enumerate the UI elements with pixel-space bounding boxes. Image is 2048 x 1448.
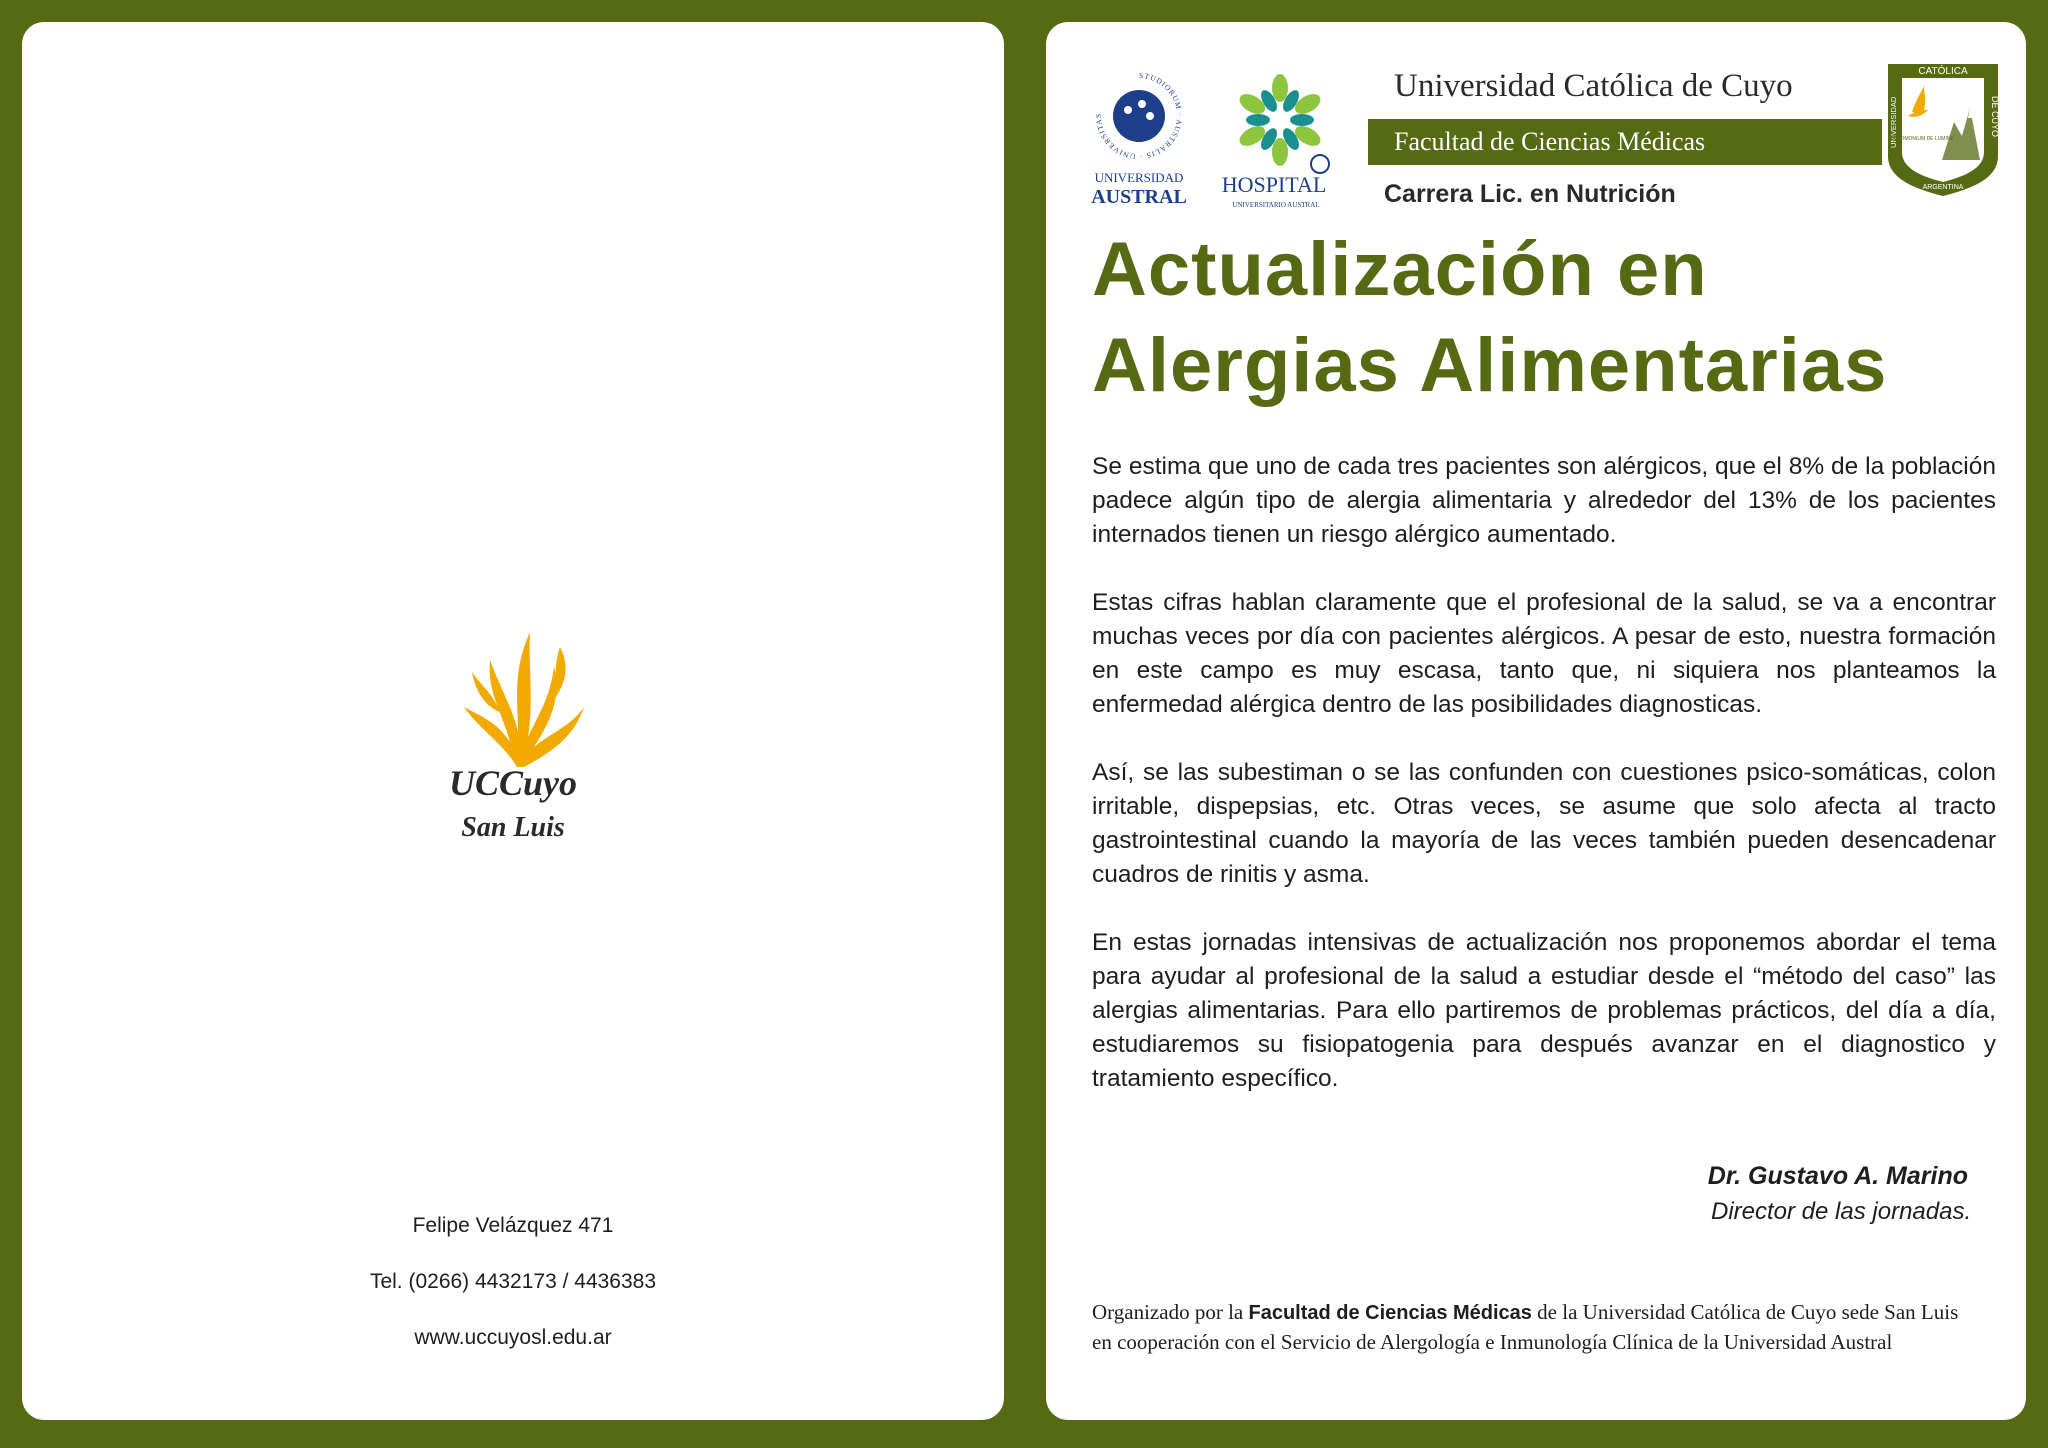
- universidad-austral-logo: [1084, 60, 1194, 220]
- shield-motto: TESTIMONIUM DE LUMINE: [1890, 136, 1954, 142]
- hospital-logo-line1: HOSPITAL: [1222, 172, 1327, 197]
- shield-left-text: UNIVERSIDAD: [1889, 96, 1898, 148]
- uccuyo-shield-logo: [1884, 60, 2002, 200]
- organizer-faculty: Facultad de Ciencias Médicas: [1248, 1302, 1532, 1324]
- hospital-austral-logo: [1222, 60, 1338, 220]
- body-text: [1092, 450, 1996, 1130]
- signature-name: Dr. Gustavo A. Marino: [1707, 1162, 1968, 1190]
- shield-right-text: DE CUYO: [1990, 96, 2000, 138]
- faculty-banner: Facultad de Ciencias Médicas: [1368, 119, 1882, 165]
- page-title-line2: Alergias Alimentarias: [1092, 323, 1888, 408]
- contact-website: www.uccuyosl.edu.ar: [414, 1326, 612, 1349]
- body-paragraph-1: Se estima que uno de cada tres pacientes son alérgicos, que el 8% de la población padece algún tipo de alergia alimentaria y alrededor del 13% de los pacientes internados tienen un riesgo alérgico aumentado.: [1092, 453, 1996, 548]
- uccuyo-flame-logo: [442, 612, 592, 772]
- body-paragraph-4: En estas jornadas intensivas de actualización nos proponemos abordar el tema para ayudar al profesional de la salud a estudiar desde el “método del caso” las alergias alimentarias. Para ello partiremos de problemas prácticos, del día a día, estudiaremos su fisiopatogenia para después avanzar en el diagnostico y tratamiento específico.: [1092, 929, 1996, 1092]
- shield-top-text: CATÓLICA: [1918, 66, 1968, 77]
- university-name: Universidad Católica de Cuyo: [1394, 68, 1793, 104]
- austral-ring-text: STUDIORUM · AUSTRALIS · UNIVERSITAS: [1093, 70, 1184, 162]
- organizer-prefix: Organizado por la: [1092, 1300, 1249, 1324]
- body-paragraph-3: Así, se las subestiman o se las confunden con cuestiones psico-somáticas, colon irritable, dispepsias, etc. Otras veces, se asume que solo afecta al tracto gastrointestinal cuando la mayoría de las veces también pueden desencadenar cuadros de rinitis y asma.: [1092, 759, 1996, 888]
- front-cover-panel: [1046, 22, 2026, 1420]
- austral-logo-line2: AUSTRAL: [1091, 186, 1187, 208]
- hospital-logo-line2: UNIVERSITARIO AUSTRAL: [1232, 201, 1320, 209]
- body-paragraph-2: Estas cifras hablan claramente que el profesional de la salud, se va a encontrar muchas veces por día con pacientes alérgicos. A pesar de esto, nuestra formación en este campo es muy escasa, tanto que, ni siquiera nos planteamos la enfermedad alérgica dentro de las posibilidades diagnosticas.: [1092, 589, 1996, 718]
- page-title-line1: Actualización en: [1092, 227, 1708, 312]
- austral-logo-line1: UNIVERSIDAD: [1094, 170, 1184, 185]
- career-name: Carrera Lic. en Nutrición: [1384, 180, 1676, 208]
- contact-address: Felipe Velázquez 471: [412, 1214, 614, 1237]
- organizer-note: [1092, 1298, 1972, 1357]
- back-cover-panel: [22, 22, 1004, 1420]
- contact-phone: Tel. (0266) 4432173 / 4436383: [369, 1270, 657, 1293]
- signature-role: Director de las jornadas.: [1711, 1198, 1972, 1225]
- shield-bottom-text: ARGENTINA: [1922, 184, 1964, 191]
- brand-subtitle: San Luis: [461, 812, 565, 843]
- organizer-rest: de la Universidad Católica de Cuyo sede San Luis en cooperación con el Servicio de Alergología e Inmunología Clínica de la Universidad Austral: [1092, 1300, 1959, 1354]
- brand-name: UCCuyo: [448, 763, 578, 803]
